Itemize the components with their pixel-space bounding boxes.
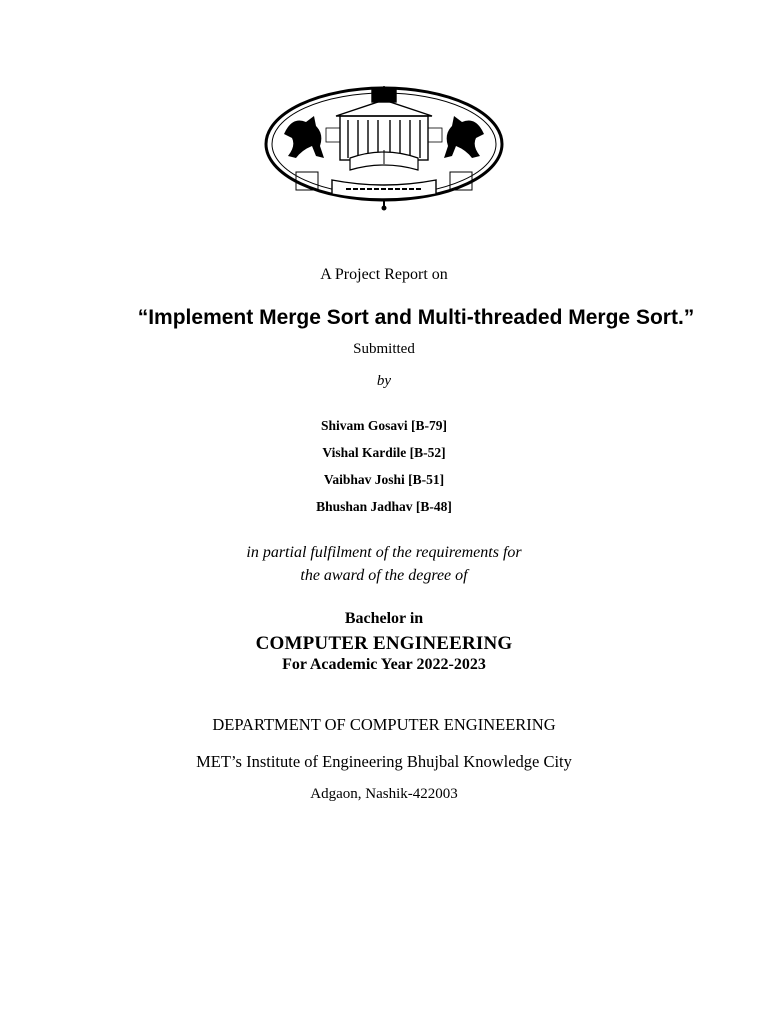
degree-prefix: Bachelor in	[344, 610, 424, 627]
fulfilment-line: the award of the degree of	[300, 567, 468, 584]
author-name: Vaibhav Joshi [B-51]	[323, 472, 445, 487]
institute-name: MET’s Institute of Engineering Bhujbal Knowledge City	[196, 752, 572, 771]
fulfilment-statement	[0, 541, 768, 587]
degree-name: COMPUTER ENGINEERING	[255, 633, 513, 654]
author-name: Vishal Kardile [B-52]	[322, 445, 446, 460]
academic-year: For Academic Year 2022-2023	[282, 656, 486, 673]
author-name: Shivam Gosavi [B-79]	[320, 418, 447, 433]
institute-address: Adgaon, Nashik-422003	[310, 786, 458, 802]
fulfilment-line: in partial fulfilment of the requirements for	[246, 544, 522, 561]
author-name: Bhushan Jadhav [B-48]	[316, 499, 452, 514]
report-intro: A Project Report on	[320, 266, 448, 283]
department-name: DEPARTMENT OF COMPUTER ENGINEERING	[212, 715, 556, 734]
by-label: by	[376, 373, 392, 389]
submitted-label: Submitted	[353, 341, 415, 357]
university-seal-logo	[262, 86, 506, 212]
report-title: “Implement Merge Sort and Multi-threaded Merge Sort.”	[137, 306, 695, 329]
